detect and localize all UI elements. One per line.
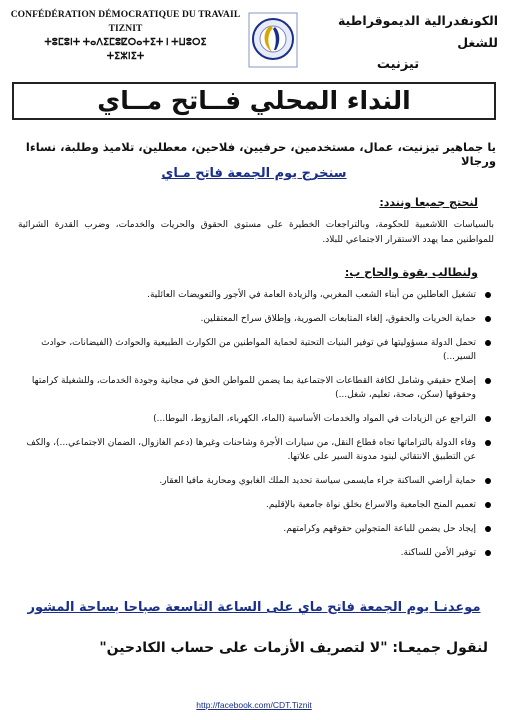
bullet-icon — [485, 292, 491, 298]
meeting-announcement: موعدنـا يوم الجمعة فاتح ماي على الساعة التاسعة صباحا بساحة المشور — [27, 600, 481, 615]
slogan-line — [18, 640, 488, 656]
bullet-icon — [485, 502, 491, 508]
cdt-logo-icon — [248, 12, 298, 68]
header-fr-city: TIZNIT — [108, 24, 143, 34]
list-item: تعميم المنح الجامعية والاسراع بخلق نواة جامعية بالإقليم. — [18, 498, 494, 512]
page-title: النداء المحلي فــاتح مــاي — [12, 82, 496, 120]
bullet-icon — [485, 340, 491, 346]
header-french — [8, 8, 243, 64]
header-arabic — [298, 10, 498, 76]
list-item: التراجع عن الزيادات في المواد والخدمات الأساسية (الماء، الكهرباء، المازوط، البوطا...) — [18, 412, 494, 426]
bullet-icon — [485, 316, 491, 322]
protest-heading: لنحتج جميعا ونندد: — [379, 196, 478, 209]
header-tifinagh-city: ⵜⵉⵣⵏⵉⵜ — [106, 52, 145, 62]
slogan-prefix: لنقول جميعـا: — [392, 640, 488, 656]
list-item: توفير الأمن للساكنة. — [18, 546, 494, 560]
list-item: حماية أراضي الساكنة جراء مايسمى سياسة تحديد الملك الغابوي ومحاربة مافيا العقار. — [18, 474, 494, 488]
list-item: وفاء الدولة بالتزاماتها تجاه قطاع النقل، من سيارات الأجرة وشاحنات وغيرها (دعم الغازوال، الضمان الاجتماعي...)، والكف عن التطبيق الانتقائي لبنود مدونة السير على علاتها. — [18, 436, 494, 464]
demands-heading: ولنطالب بقوة والحاح ب: — [344, 266, 478, 279]
list-item: إصلاح حقيقي وشامل لكافة القطاعات الاجتماعية بما يضمن للمواطن الحق في مجانية وجودة الخدمات، وللشغيلة كرامتها وحقوقها (سكن، صحة، تعليم، شغل...) — [18, 374, 494, 402]
list-item: إيجاد حل يضمن للباعة المتجولين حقوقهم وكرامتهم. — [18, 522, 494, 536]
slogan-quote: "لا لتصريف الأزمات على حساب الكادحين" — [99, 640, 388, 656]
bullet-icon — [485, 416, 491, 422]
list-item: تحمل الدولة مسؤوليتها في توفير البنيات التحتية لحماية المواطنين من الكوارث الطبيعية والحوادث (الفيضانات، حوادث السير...) — [18, 336, 494, 364]
list-item: حماية الحريات والحقوق، إلغاء المتابعات الصورية، وإطلاق سراح المعتقلين. — [18, 312, 494, 326]
footer-link[interactable]: http://facebook.com/CDT.Tiznit — [196, 700, 312, 710]
list-item: تشغيل العاطلين من أبناء الشعب المغربي، والزيادة العامة في الأجور والتعويضات العائلية. — [18, 288, 494, 302]
bullet-icon — [485, 550, 491, 556]
header-ar-city: تيزنيت — [376, 57, 420, 72]
bullet-icon — [485, 526, 491, 532]
audience-line: يا جماهير تيزنيت، عمال، مستخدمين، حرفيين، فلاحين، معطلين، تلاميذ وطلبة، نساءا ورجالا — [25, 140, 496, 168]
subtitle: سنخرج يوم الجمعة فاتح مـاي — [161, 166, 347, 181]
header-fr-org: CONFÉDÉRATION DÉMOCRATIQUE DU TRAVAIL — [10, 10, 241, 20]
protest-text: بالسياسات اللاشعبية للحكومة، وبالتراجعات الخطيرة على مستوى الحقوق والحريات والخدمات، وضرب القدرة الشرائية للمواطنين مما يهدد الاستقرار الاجتماعي للبلاد. — [18, 220, 494, 245]
demands-list — [18, 288, 494, 560]
bullet-icon — [485, 378, 491, 384]
bullet-icon — [485, 478, 491, 484]
bullet-icon — [485, 440, 491, 446]
header-ar-org: الكونفدرالية الديموقراطية للشغل — [337, 13, 498, 50]
header-tifinagh-org: ⵜⵓⵎⵓⵏⵜ ⵜⴰⴷⵉⵎⵓⵇⵔⴰⵜⵉⵜ ⵏ ⵜⵡⵓⵔⵉ — [44, 38, 207, 48]
